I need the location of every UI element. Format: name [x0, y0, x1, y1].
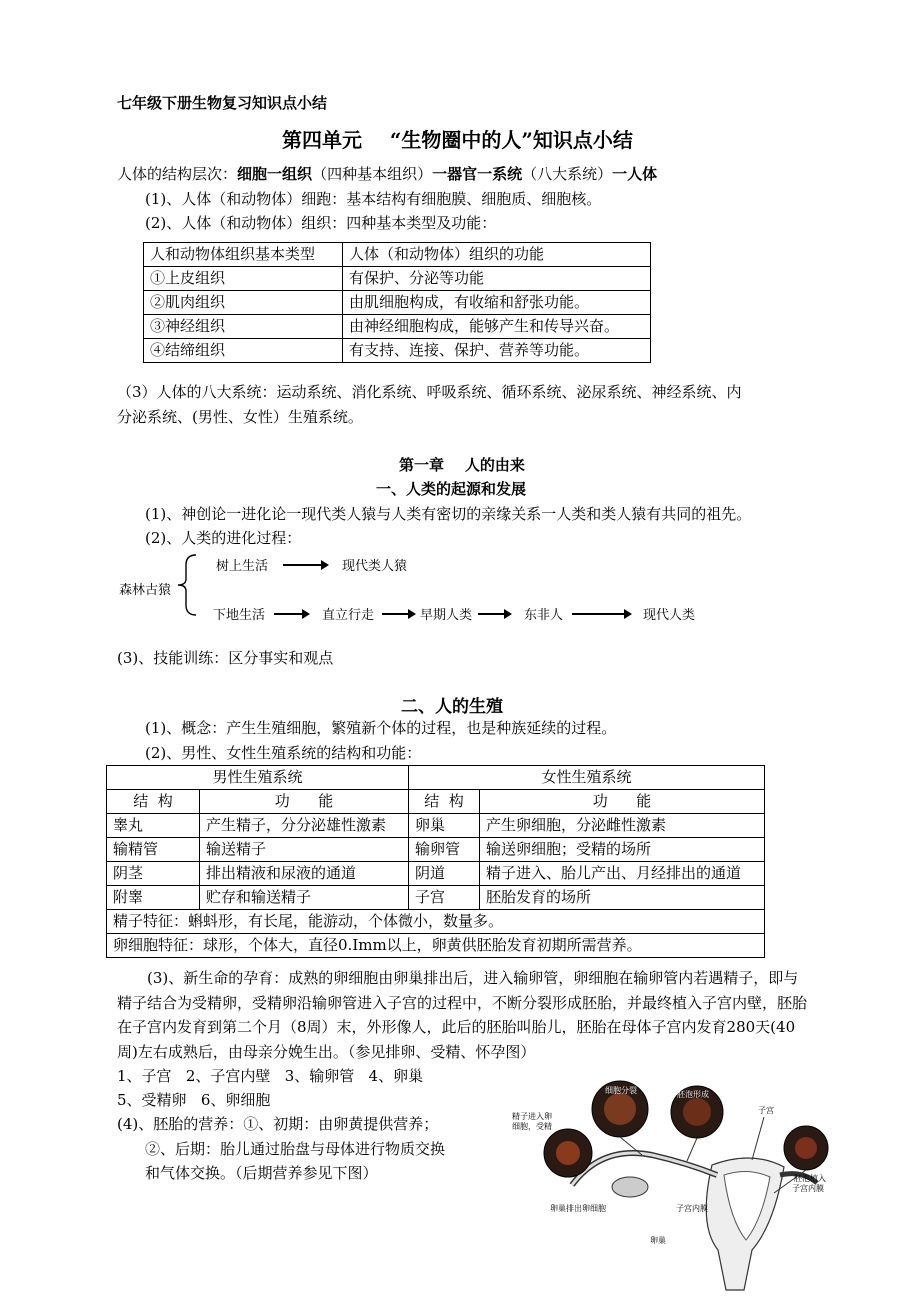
reproduction-table: [106, 765, 765, 958]
male-title: 男性生殖系统: [107, 766, 409, 790]
table-row: [107, 838, 765, 862]
table-cell: 产生精子，分分泌雄性激素: [200, 814, 409, 838]
hierarchy-line: [117, 163, 657, 184]
table-cell: 附睾: [107, 886, 200, 910]
uterus-illustration: [512, 1075, 832, 1295]
evolution-upright: 直立行走: [322, 608, 375, 623]
table-cell: 排出精液和尿液的通道: [200, 862, 409, 886]
arrow-icon: [283, 564, 327, 566]
table-cell: 睾丸: [107, 814, 200, 838]
table-row: [107, 886, 765, 910]
table-cell: 有支持、连接、保护、营养等功能。: [343, 339, 651, 363]
table-cell: 阴茎: [107, 862, 200, 886]
table-cell: 输送精子: [200, 838, 409, 862]
c2-item-3: (3)、新生命的孕育：成熟的卵细胞由卵巢排出后，进入输卵管，卵细胞在输卵管内若遇精子，即与精子结合为受精卵，受精卵沿输卵管进入子宫的过程中，不断分裂形成胚胎，并最终植入子宫内壁，胚胎在子宫内发育到第二个月（8周）末，外形像人，此后的胚胎叫胎儿，胚胎在母体子宫内发育280天(40周)左右成熟后，由母亲分娩生出。（参见排卵、受精、怀孕图）: [117, 969, 808, 1061]
evolution-root: 森林古猿: [119, 583, 172, 598]
hierarchy-sep: 一: [612, 165, 628, 183]
table-row: [144, 339, 651, 363]
table-cell: 有保护、分泌等功能: [343, 267, 651, 291]
hierarchy-sep: 一: [432, 165, 448, 183]
table-cell: 输精管: [107, 838, 200, 862]
table-cell: 由肌细胞构成，有收缩和舒张功能。: [343, 291, 651, 315]
table-row: [107, 790, 765, 814]
section-title: 一、人类的起源和发展: [376, 480, 527, 498]
table-cell: 输送卵细胞；受精的场所: [480, 838, 765, 862]
table-cell: ①上皮组织: [144, 267, 343, 291]
table-row: [107, 766, 765, 790]
column-header: 功 能: [200, 790, 409, 814]
evolution-ground: 下地生活: [213, 608, 266, 623]
column-header: 功 能: [480, 790, 765, 814]
c2-item-4-c: 和气体交换。（后期营养参见下图）: [145, 1164, 378, 1182]
hierarchy-sep: 一: [477, 165, 493, 183]
egg-features: 卵细胞特征：球形，个体大，直径0.Imm以上，卵黄供胚胎发育初期所需营养。: [107, 934, 765, 958]
table-cell: 输卵管: [409, 838, 480, 862]
table-row: [144, 267, 651, 291]
item-3-line-2: 分泌系统、(男性、女性）生殖系统。: [117, 408, 363, 426]
table-cell: ④结缔组织: [144, 339, 343, 363]
table-cell: ③神经组织: [144, 315, 343, 339]
hierarchy-note: （八大系统）: [522, 165, 613, 183]
table-cell: 产生卵细胞，分泌雌性激素: [480, 814, 765, 838]
female-title: 女性生殖系统: [409, 766, 765, 790]
table-cell: 子宫: [409, 886, 480, 910]
hierarchy-body: 人体: [627, 165, 658, 183]
table-cell: 卵巢: [409, 814, 480, 838]
hierarchy-system: 系统: [492, 165, 523, 183]
c1-item-2: (2)、人类的进化过程：: [145, 529, 302, 547]
table-cell: ②肌肉组织: [144, 291, 343, 315]
table-row: [144, 315, 651, 339]
item-3-line-1: （3）人体的八大系统：运动系统、消化系统、呼吸系统、循环系统、泌尿系统、神经系统、内: [117, 383, 742, 401]
label-ovary: 卵巢: [650, 1236, 666, 1245]
hierarchy-note: （四种基本组织）: [312, 165, 433, 183]
label-cell-division: 细胞分裂: [605, 1086, 637, 1095]
label-implant-2: 子宫内膜: [792, 1184, 824, 1193]
evolution-modern-human: 现代人类: [643, 608, 696, 623]
table-row: [144, 291, 651, 315]
hierarchy-sep: 一: [267, 165, 283, 183]
c2-item-4-a: (4)、胚胎的营养：①、初期：由卵黄提供营养；: [117, 1115, 439, 1133]
label-endometrium: 子宫内膜: [676, 1204, 708, 1213]
table-row: [107, 910, 765, 934]
label-implant-1: 胚泡植入: [794, 1174, 826, 1183]
table-header: 人和动物体组织基本类型: [144, 243, 343, 267]
c2-item-4-b: ②、后期：胎儿通过胎盘与母体进行物质交换: [145, 1140, 446, 1158]
section-title-2: 二、人的生殖: [401, 697, 503, 717]
label-ovulation: 卵巢排出卵细胞: [550, 1204, 606, 1213]
column-header: 结 构: [107, 790, 200, 814]
legend-1: 1、子宫 2、子宫内壁 3、输卵管 4、卵巢: [117, 1067, 424, 1085]
table-row: [107, 814, 765, 838]
evolution-tree: 树上生活: [216, 559, 269, 574]
table-cell: 由神经细胞构成，能够产生和传导兴奋。: [343, 315, 651, 339]
table-row: [107, 934, 765, 958]
evolution-east-africa: 东非人: [524, 608, 564, 623]
sperm-features: 精子特征：蝌蚪形，有长尾，能游动，个体微小，数量多。: [107, 910, 765, 934]
hierarchy-organ: 器官: [447, 165, 478, 183]
table-header: 人体（和动物体）组织的功能: [343, 243, 651, 267]
hierarchy-prefix: 人体的结构层次：: [117, 165, 238, 183]
unit-title: 第四单元 “生物圈中的人”知识点小结: [282, 128, 633, 152]
label-blastocyst: 胚泡形成: [677, 1090, 709, 1099]
evolution-modern-ape: 现代类人猿: [342, 559, 408, 574]
item-2: (2)、人体（和动物体）组织：四种基本类型及功能：: [145, 214, 497, 232]
arrow-icon: [382, 613, 414, 615]
table-cell: 阴道: [409, 862, 480, 886]
item-1: (1)、人体（和动物体）细跑：基本结构有细胞膜、细胞质、细胞核。: [145, 190, 602, 208]
hierarchy-tissue: 组织: [282, 165, 313, 183]
chapter-title: 第一章 人的由来: [399, 456, 525, 474]
table-row: [144, 243, 651, 267]
fertilization-diagram: [512, 1075, 832, 1295]
table-cell: 精子进入、胎儿产出、月经排出的通道: [480, 862, 765, 886]
arrow-icon: [572, 613, 630, 615]
c1-item-3: (3)、技能训练：区分事实和观点: [117, 649, 334, 667]
legend-2: 5、受精卵 6、卵细胞: [117, 1091, 271, 1109]
c2-item-1: (1)、概念：产生生殖细胞，繁殖新个体的过程，也是种族延续的过程。: [145, 719, 617, 737]
c1-item-1: (1)、神创论一进化论一现代类人猿与人类有密切的亲缘关系一人类和类人猿有共同的祖先。: [145, 505, 752, 523]
arrow-icon: [274, 613, 308, 615]
table-row: [107, 862, 765, 886]
arrow-icon: [478, 613, 510, 615]
label-uterus: 子宫: [758, 1106, 774, 1115]
tissue-table: [143, 242, 651, 363]
hierarchy-cell: 细胞: [237, 165, 268, 183]
c2-item-2: (2)、男性、女性生殖系统的结构和功能：: [145, 744, 422, 762]
label-sperm-enter: 精子进入卵: [512, 1112, 552, 1121]
evolution-early-human: 早期人类: [420, 608, 473, 623]
label-fertilize: 细胞，受精: [512, 1122, 552, 1131]
column-header: 结 构: [409, 790, 480, 814]
doc-title: 七年级下册生物复习知识点小结: [117, 94, 328, 112]
table-cell: 胚胎发育的场所: [480, 886, 765, 910]
brace-icon: [174, 553, 200, 617]
table-cell: 贮存和输送精子: [200, 886, 409, 910]
